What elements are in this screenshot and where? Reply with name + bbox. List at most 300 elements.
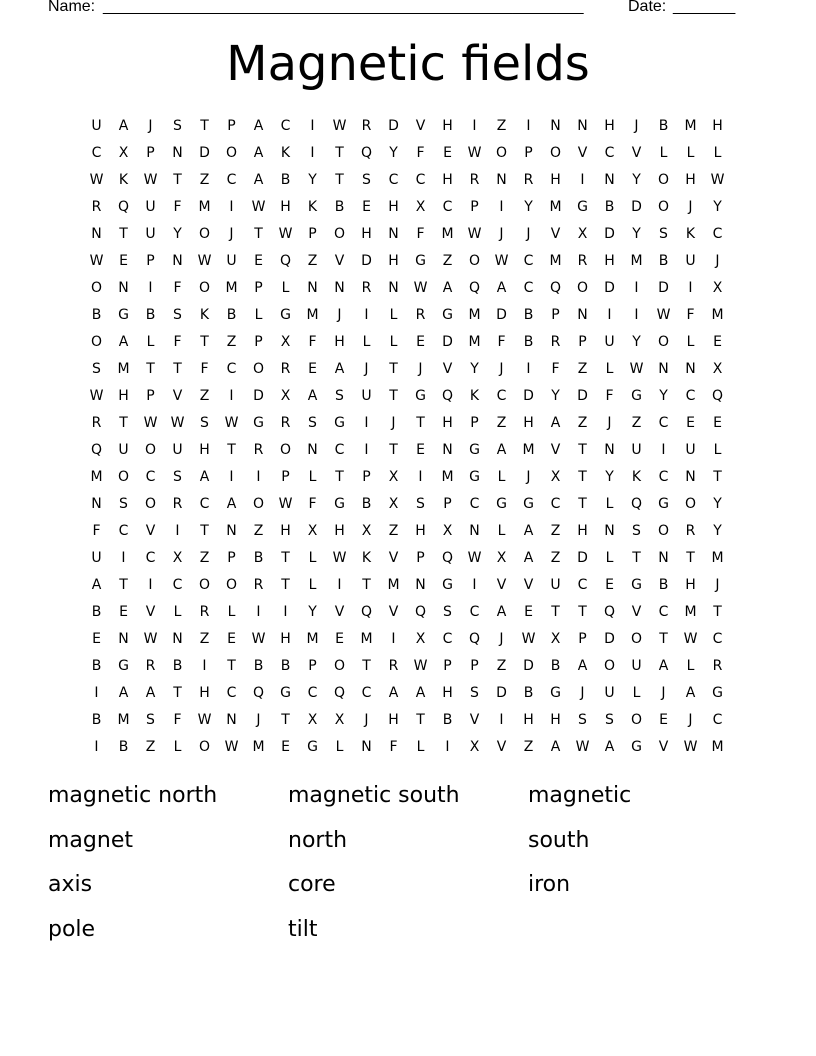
grid-letter[interactable]: D <box>604 279 615 296</box>
grid-letter[interactable]: V <box>496 738 507 755</box>
grid-letter[interactable]: H <box>550 711 561 728</box>
grid-letter[interactable]: R <box>685 522 696 539</box>
grid-letter[interactable]: V <box>334 603 345 620</box>
grid-letter[interactable]: W <box>467 549 482 566</box>
grid-letter[interactable]: G <box>631 387 642 404</box>
grid-letter[interactable]: P <box>146 252 155 269</box>
grid-letter[interactable]: C <box>712 225 723 242</box>
grid-letter[interactable]: O <box>279 441 292 458</box>
grid-letter[interactable]: Q <box>360 144 373 161</box>
grid-letter[interactable]: S <box>92 360 101 377</box>
grid-letter[interactable]: N <box>658 549 669 566</box>
grid-letter[interactable]: T <box>713 468 722 485</box>
grid-letter[interactable]: W <box>89 252 104 269</box>
grid-letter[interactable]: P <box>443 657 452 674</box>
grid-letter[interactable]: I <box>634 279 639 296</box>
grid-letter[interactable]: C <box>496 387 507 404</box>
grid-letter[interactable]: M <box>225 279 238 296</box>
grid-letter[interactable]: P <box>416 549 425 566</box>
grid-letter[interactable]: L <box>173 603 182 620</box>
grid-letter[interactable]: T <box>281 576 290 593</box>
grid-letter[interactable]: E <box>92 630 101 647</box>
grid-letter[interactable]: Q <box>630 495 643 512</box>
grid-letter[interactable]: P <box>227 549 236 566</box>
grid-letter[interactable]: C <box>685 387 696 404</box>
grid-letter[interactable]: C <box>388 171 399 188</box>
grid-letter[interactable]: F <box>92 522 101 539</box>
grid-letter[interactable]: P <box>308 657 317 674</box>
grid-letter[interactable]: S <box>308 414 317 431</box>
grid-letter[interactable]: S <box>578 711 587 728</box>
grid-letter[interactable]: C <box>577 576 588 593</box>
grid-letter[interactable]: Z <box>226 333 237 350</box>
grid-letter[interactable]: H <box>442 414 453 431</box>
grid-letter[interactable]: O <box>144 441 157 458</box>
grid-letter[interactable]: M <box>711 549 724 566</box>
grid-letter[interactable]: U <box>145 225 156 242</box>
grid-letter[interactable]: M <box>630 252 643 269</box>
grid-letter[interactable]: T <box>146 360 155 377</box>
grid-letter[interactable]: R <box>550 333 561 350</box>
grid-letter[interactable]: Q <box>468 630 481 647</box>
grid-letter[interactable]: N <box>226 522 237 539</box>
grid-letter[interactable]: O <box>576 279 589 296</box>
grid-letter[interactable]: Y <box>551 387 560 404</box>
grid-letter[interactable]: H <box>388 252 399 269</box>
grid-letter[interactable]: B <box>280 657 291 674</box>
grid-letter[interactable]: M <box>306 630 319 647</box>
grid-letter[interactable]: K <box>361 549 372 566</box>
grid-letter[interactable]: S <box>632 522 641 539</box>
grid-letter[interactable]: H <box>280 630 291 647</box>
grid-letter[interactable]: C <box>172 576 183 593</box>
grid-letter[interactable]: L <box>146 333 155 350</box>
grid-letter[interactable]: Z <box>199 171 210 188</box>
grid-letter[interactable]: C <box>712 711 723 728</box>
grid-letter[interactable]: T <box>389 360 398 377</box>
grid-letter[interactable]: V <box>145 603 156 620</box>
grid-letter[interactable]: P <box>146 144 155 161</box>
grid-letter[interactable]: R <box>145 657 156 674</box>
grid-letter[interactable]: V <box>388 549 399 566</box>
grid-letter[interactable]: Q <box>414 603 427 620</box>
grid-letter[interactable]: G <box>496 495 507 512</box>
grid-letter[interactable]: W <box>143 414 158 431</box>
grid-letter[interactable]: A <box>307 387 318 404</box>
grid-letter[interactable]: A <box>253 117 264 134</box>
grid-letter[interactable]: G <box>334 495 345 512</box>
grid-letter[interactable]: J <box>364 711 369 728</box>
grid-letter[interactable]: N <box>118 630 129 647</box>
grid-letter[interactable]: M <box>711 738 724 755</box>
grid-letter[interactable]: A <box>226 495 237 512</box>
grid-letter[interactable]: D <box>442 333 453 350</box>
grid-letter[interactable]: O <box>252 495 265 512</box>
grid-letter[interactable]: G <box>523 495 534 512</box>
grid-letter[interactable]: L <box>308 468 317 485</box>
grid-letter[interactable]: H <box>577 522 588 539</box>
grid-letter[interactable]: V <box>550 441 561 458</box>
grid-letter[interactable]: I <box>472 117 477 134</box>
grid-letter[interactable]: M <box>549 198 562 215</box>
grid-letter[interactable]: R <box>91 414 102 431</box>
grid-letter[interactable]: M <box>117 360 130 377</box>
grid-letter[interactable]: M <box>684 603 697 620</box>
grid-letter[interactable]: F <box>173 333 182 350</box>
grid-letter[interactable]: C <box>226 684 237 701</box>
grid-letter[interactable]: I <box>418 468 423 485</box>
grid-letter[interactable]: A <box>145 684 156 701</box>
grid-letter[interactable]: T <box>632 549 641 566</box>
grid-letter[interactable]: E <box>605 576 614 593</box>
grid-letter[interactable]: L <box>686 657 695 674</box>
grid-letter[interactable]: E <box>443 144 452 161</box>
grid-letter[interactable]: Y <box>470 360 479 377</box>
grid-letter[interactable]: N <box>172 630 183 647</box>
grid-letter[interactable]: N <box>226 711 237 728</box>
grid-letter[interactable]: G <box>469 468 480 485</box>
grid-letter[interactable]: Y <box>173 225 182 242</box>
grid-letter[interactable]: O <box>198 279 211 296</box>
grid-letter[interactable]: F <box>308 333 317 350</box>
grid-letter[interactable]: T <box>173 360 182 377</box>
grid-letter[interactable]: Z <box>631 414 642 431</box>
grid-letter[interactable]: X <box>415 198 426 215</box>
grid-letter[interactable]: W <box>683 738 698 755</box>
grid-letter[interactable]: T <box>227 657 236 674</box>
grid-letter[interactable]: O <box>549 144 562 161</box>
grid-letter[interactable]: Z <box>577 360 588 377</box>
grid-letter[interactable]: X <box>415 630 426 647</box>
grid-letter[interactable]: O <box>252 360 265 377</box>
grid-letter[interactable]: R <box>199 603 210 620</box>
grid-letter[interactable]: T <box>578 468 587 485</box>
grid-letter[interactable]: M <box>117 711 130 728</box>
grid-letter[interactable]: Z <box>145 738 156 755</box>
grid-letter[interactable]: E <box>119 252 128 269</box>
grid-letter[interactable]: B <box>361 495 372 512</box>
grid-letter[interactable]: B <box>280 171 291 188</box>
grid-letter[interactable]: V <box>523 576 534 593</box>
grid-letter[interactable]: H <box>280 522 291 539</box>
grid-letter[interactable]: F <box>416 225 425 242</box>
grid-letter[interactable]: O <box>657 198 670 215</box>
grid-letter[interactable]: Q <box>711 387 724 404</box>
grid-letter[interactable]: Z <box>199 387 210 404</box>
grid-letter[interactable]: B <box>91 657 102 674</box>
grid-letter[interactable]: O <box>603 657 616 674</box>
grid-letter[interactable]: W <box>197 711 212 728</box>
grid-letter[interactable]: C <box>145 549 156 566</box>
grid-letter[interactable]: G <box>334 414 345 431</box>
grid-letter[interactable]: I <box>310 144 315 161</box>
grid-letter[interactable]: I <box>688 279 693 296</box>
grid-letter[interactable]: V <box>469 711 480 728</box>
grid-letter[interactable]: L <box>173 738 182 755</box>
grid-letter[interactable]: Y <box>605 468 614 485</box>
grid-letter[interactable]: B <box>658 576 669 593</box>
grid-letter[interactable]: V <box>550 225 561 242</box>
grid-letter[interactable]: G <box>415 387 426 404</box>
grid-letter[interactable]: A <box>496 441 507 458</box>
grid-letter[interactable]: G <box>442 306 453 323</box>
grid-letter[interactable]: T <box>416 414 425 431</box>
grid-letter[interactable]: J <box>499 360 504 377</box>
grid-letter[interactable]: T <box>254 225 263 242</box>
grid-letter[interactable]: S <box>443 603 452 620</box>
grid-letter[interactable]: Z <box>388 522 399 539</box>
grid-letter[interactable]: P <box>578 333 587 350</box>
grid-letter[interactable]: H <box>334 333 345 350</box>
grid-letter[interactable]: H <box>523 414 534 431</box>
grid-letter[interactable]: I <box>121 549 126 566</box>
grid-letter[interactable]: N <box>118 279 129 296</box>
grid-letter[interactable]: W <box>251 198 266 215</box>
grid-letter[interactable]: L <box>713 144 722 161</box>
grid-letter[interactable]: O <box>684 495 697 512</box>
grid-letter[interactable]: C <box>226 360 237 377</box>
grid-letter[interactable]: Y <box>713 522 722 539</box>
grid-letter[interactable]: H <box>199 684 210 701</box>
grid-letter[interactable]: V <box>631 603 642 620</box>
grid-letter[interactable]: H <box>199 441 210 458</box>
grid-letter[interactable]: A <box>658 657 669 674</box>
grid-letter[interactable]: E <box>119 603 128 620</box>
grid-letter[interactable]: F <box>389 738 398 755</box>
grid-letter[interactable]: C <box>442 198 453 215</box>
grid-letter[interactable]: A <box>253 144 264 161</box>
grid-letter[interactable]: G <box>442 576 453 593</box>
grid-letter[interactable]: W <box>467 144 482 161</box>
grid-letter[interactable]: J <box>418 360 423 377</box>
grid-letter[interactable]: A <box>685 684 696 701</box>
grid-letter[interactable]: L <box>713 441 722 458</box>
grid-letter[interactable]: R <box>577 252 588 269</box>
grid-letter[interactable]: A <box>118 684 129 701</box>
grid-letter[interactable]: M <box>549 252 562 269</box>
grid-letter[interactable]: D <box>604 630 615 647</box>
grid-letter[interactable]: T <box>713 603 722 620</box>
grid-letter[interactable]: F <box>686 306 695 323</box>
grid-letter[interactable]: A <box>523 522 534 539</box>
grid-letter[interactable]: X <box>334 711 345 728</box>
grid-letter[interactable]: I <box>580 171 585 188</box>
grid-letter[interactable]: C <box>658 603 669 620</box>
grid-letter[interactable]: C <box>469 603 480 620</box>
grid-letter[interactable]: Z <box>550 549 561 566</box>
grid-letter[interactable]: W <box>143 630 158 647</box>
grid-letter[interactable]: P <box>362 468 371 485</box>
grid-letter[interactable]: N <box>469 522 480 539</box>
grid-letter[interactable]: Z <box>496 414 507 431</box>
grid-letter[interactable]: R <box>253 576 264 593</box>
grid-letter[interactable]: B <box>253 657 264 674</box>
grid-letter[interactable]: U <box>604 333 615 350</box>
grid-letter[interactable]: Z <box>523 738 534 755</box>
grid-letter[interactable]: D <box>523 387 534 404</box>
grid-letter[interactable]: U <box>91 549 102 566</box>
grid-letter[interactable]: I <box>256 603 261 620</box>
grid-letter[interactable]: T <box>389 441 398 458</box>
grid-letter[interactable]: X <box>496 549 507 566</box>
grid-letter[interactable]: P <box>524 144 533 161</box>
grid-letter[interactable]: I <box>202 657 207 674</box>
grid-letter[interactable]: T <box>281 549 290 566</box>
grid-letter[interactable]: M <box>306 306 319 323</box>
grid-letter[interactable]: E <box>713 414 722 431</box>
grid-letter[interactable]: G <box>280 306 291 323</box>
grid-letter[interactable]: Z <box>253 522 264 539</box>
grid-letter[interactable]: C <box>415 171 426 188</box>
grid-letter[interactable]: V <box>631 144 642 161</box>
grid-letter[interactable]: O <box>630 711 643 728</box>
grid-letter[interactable]: M <box>711 306 724 323</box>
grid-letter[interactable]: Q <box>603 603 616 620</box>
grid-letter[interactable]: D <box>361 252 372 269</box>
grid-letter[interactable]: R <box>523 171 534 188</box>
grid-letter[interactable]: P <box>254 279 263 296</box>
grid-letter[interactable]: H <box>388 711 399 728</box>
grid-letter[interactable]: Q <box>333 684 346 701</box>
grid-letter[interactable]: A <box>334 360 345 377</box>
grid-letter[interactable]: O <box>657 522 670 539</box>
grid-letter[interactable]: W <box>629 360 644 377</box>
grid-letter[interactable]: H <box>712 117 723 134</box>
grid-letter[interactable]: Q <box>549 279 562 296</box>
grid-letter[interactable]: I <box>499 711 504 728</box>
grid-letter[interactable]: J <box>607 414 612 431</box>
grid-letter[interactable]: R <box>361 279 372 296</box>
grid-letter[interactable]: A <box>577 657 588 674</box>
grid-letter[interactable]: C <box>334 441 345 458</box>
grid-letter[interactable]: G <box>307 738 318 755</box>
grid-letter[interactable]: E <box>254 252 263 269</box>
grid-letter[interactable]: A <box>415 684 426 701</box>
grid-letter[interactable]: O <box>468 252 481 269</box>
grid-letter[interactable]: J <box>526 468 531 485</box>
grid-letter[interactable]: E <box>308 360 317 377</box>
grid-letter[interactable]: L <box>362 333 371 350</box>
grid-letter[interactable]: G <box>415 252 426 269</box>
grid-letter[interactable]: H <box>604 117 615 134</box>
grid-letter[interactable]: T <box>578 603 587 620</box>
grid-letter[interactable]: O <box>657 333 670 350</box>
grid-letter[interactable]: Y <box>713 495 722 512</box>
grid-letter[interactable]: C <box>712 630 723 647</box>
grid-letter[interactable]: O <box>90 279 103 296</box>
grid-letter[interactable]: X <box>577 225 588 242</box>
grid-letter[interactable]: I <box>499 198 504 215</box>
grid-letter[interactable]: A <box>550 414 561 431</box>
grid-letter[interactable]: H <box>361 225 372 242</box>
grid-letter[interactable]: O <box>495 144 508 161</box>
grid-letter[interactable]: L <box>416 738 425 755</box>
grid-letter[interactable]: J <box>499 630 504 647</box>
grid-letter[interactable]: N <box>658 360 669 377</box>
grid-letter[interactable]: W <box>278 495 293 512</box>
grid-letter[interactable]: B <box>91 603 102 620</box>
grid-letter[interactable]: X <box>388 495 399 512</box>
grid-letter[interactable]: R <box>388 657 399 674</box>
grid-letter[interactable]: U <box>604 684 615 701</box>
grid-letter[interactable]: P <box>551 306 560 323</box>
grid-letter[interactable]: S <box>200 414 209 431</box>
grid-letter[interactable]: N <box>91 225 102 242</box>
grid-letter[interactable]: U <box>145 198 156 215</box>
grid-letter[interactable]: P <box>308 225 317 242</box>
grid-letter[interactable]: X <box>550 468 561 485</box>
grid-letter[interactable]: A <box>496 603 507 620</box>
grid-letter[interactable]: F <box>173 711 182 728</box>
grid-letter[interactable]: I <box>364 306 369 323</box>
grid-letter[interactable]: E <box>524 603 533 620</box>
grid-letter[interactable]: A <box>523 549 534 566</box>
grid-letter[interactable]: O <box>630 630 643 647</box>
grid-letter[interactable]: B <box>91 306 102 323</box>
grid-letter[interactable]: Q <box>441 549 454 566</box>
grid-letter[interactable]: G <box>577 198 588 215</box>
grid-letter[interactable]: F <box>173 279 182 296</box>
grid-letter[interactable]: Z <box>496 657 507 674</box>
grid-letter[interactable]: J <box>364 360 369 377</box>
grid-letter[interactable]: L <box>686 144 695 161</box>
grid-letter[interactable]: H <box>523 711 534 728</box>
grid-letter[interactable]: X <box>712 360 723 377</box>
grid-letter[interactable]: Z <box>496 117 507 134</box>
grid-letter[interactable]: W <box>89 387 104 404</box>
grid-letter[interactable]: R <box>172 495 183 512</box>
grid-letter[interactable]: I <box>148 576 153 593</box>
grid-letter[interactable]: Q <box>252 684 265 701</box>
grid-letter[interactable]: W <box>89 171 104 188</box>
grid-letter[interactable]: O <box>225 576 238 593</box>
grid-letter[interactable]: L <box>227 603 236 620</box>
grid-letter[interactable]: I <box>256 468 261 485</box>
grid-letter[interactable]: P <box>470 657 479 674</box>
grid-letter[interactable]: I <box>148 279 153 296</box>
grid-letter[interactable]: L <box>605 549 614 566</box>
grid-letter[interactable]: F <box>497 333 506 350</box>
grid-letter[interactable]: B <box>658 252 669 269</box>
grid-letter[interactable]: T <box>686 549 695 566</box>
grid-letter[interactable]: O <box>198 576 211 593</box>
grid-letter[interactable]: W <box>413 279 428 296</box>
grid-letter[interactable]: L <box>389 306 398 323</box>
grid-letter[interactable]: V <box>577 144 588 161</box>
grid-letter[interactable]: M <box>360 630 373 647</box>
grid-letter[interactable]: G <box>118 657 129 674</box>
grid-letter[interactable]: J <box>391 414 396 431</box>
grid-letter[interactable]: Z <box>577 414 588 431</box>
grid-letter[interactable]: N <box>334 279 345 296</box>
grid-letter[interactable]: K <box>118 171 129 188</box>
grid-letter[interactable]: I <box>229 387 234 404</box>
grid-letter[interactable]: I <box>364 414 369 431</box>
grid-letter[interactable]: V <box>388 603 399 620</box>
grid-letter[interactable]: S <box>470 684 479 701</box>
grid-letter[interactable]: V <box>415 117 426 134</box>
grid-letter[interactable]: G <box>658 495 669 512</box>
grid-letter[interactable]: E <box>416 441 425 458</box>
grid-letter[interactable]: D <box>658 279 669 296</box>
grid-letter[interactable]: O <box>333 657 346 674</box>
grid-letter[interactable]: T <box>173 171 182 188</box>
grid-letter[interactable]: S <box>146 711 155 728</box>
grid-letter[interactable]: O <box>144 495 157 512</box>
grid-letter[interactable]: C <box>442 630 453 647</box>
grid-letter[interactable]: W <box>224 738 239 755</box>
grid-letter[interactable]: N <box>577 117 588 134</box>
